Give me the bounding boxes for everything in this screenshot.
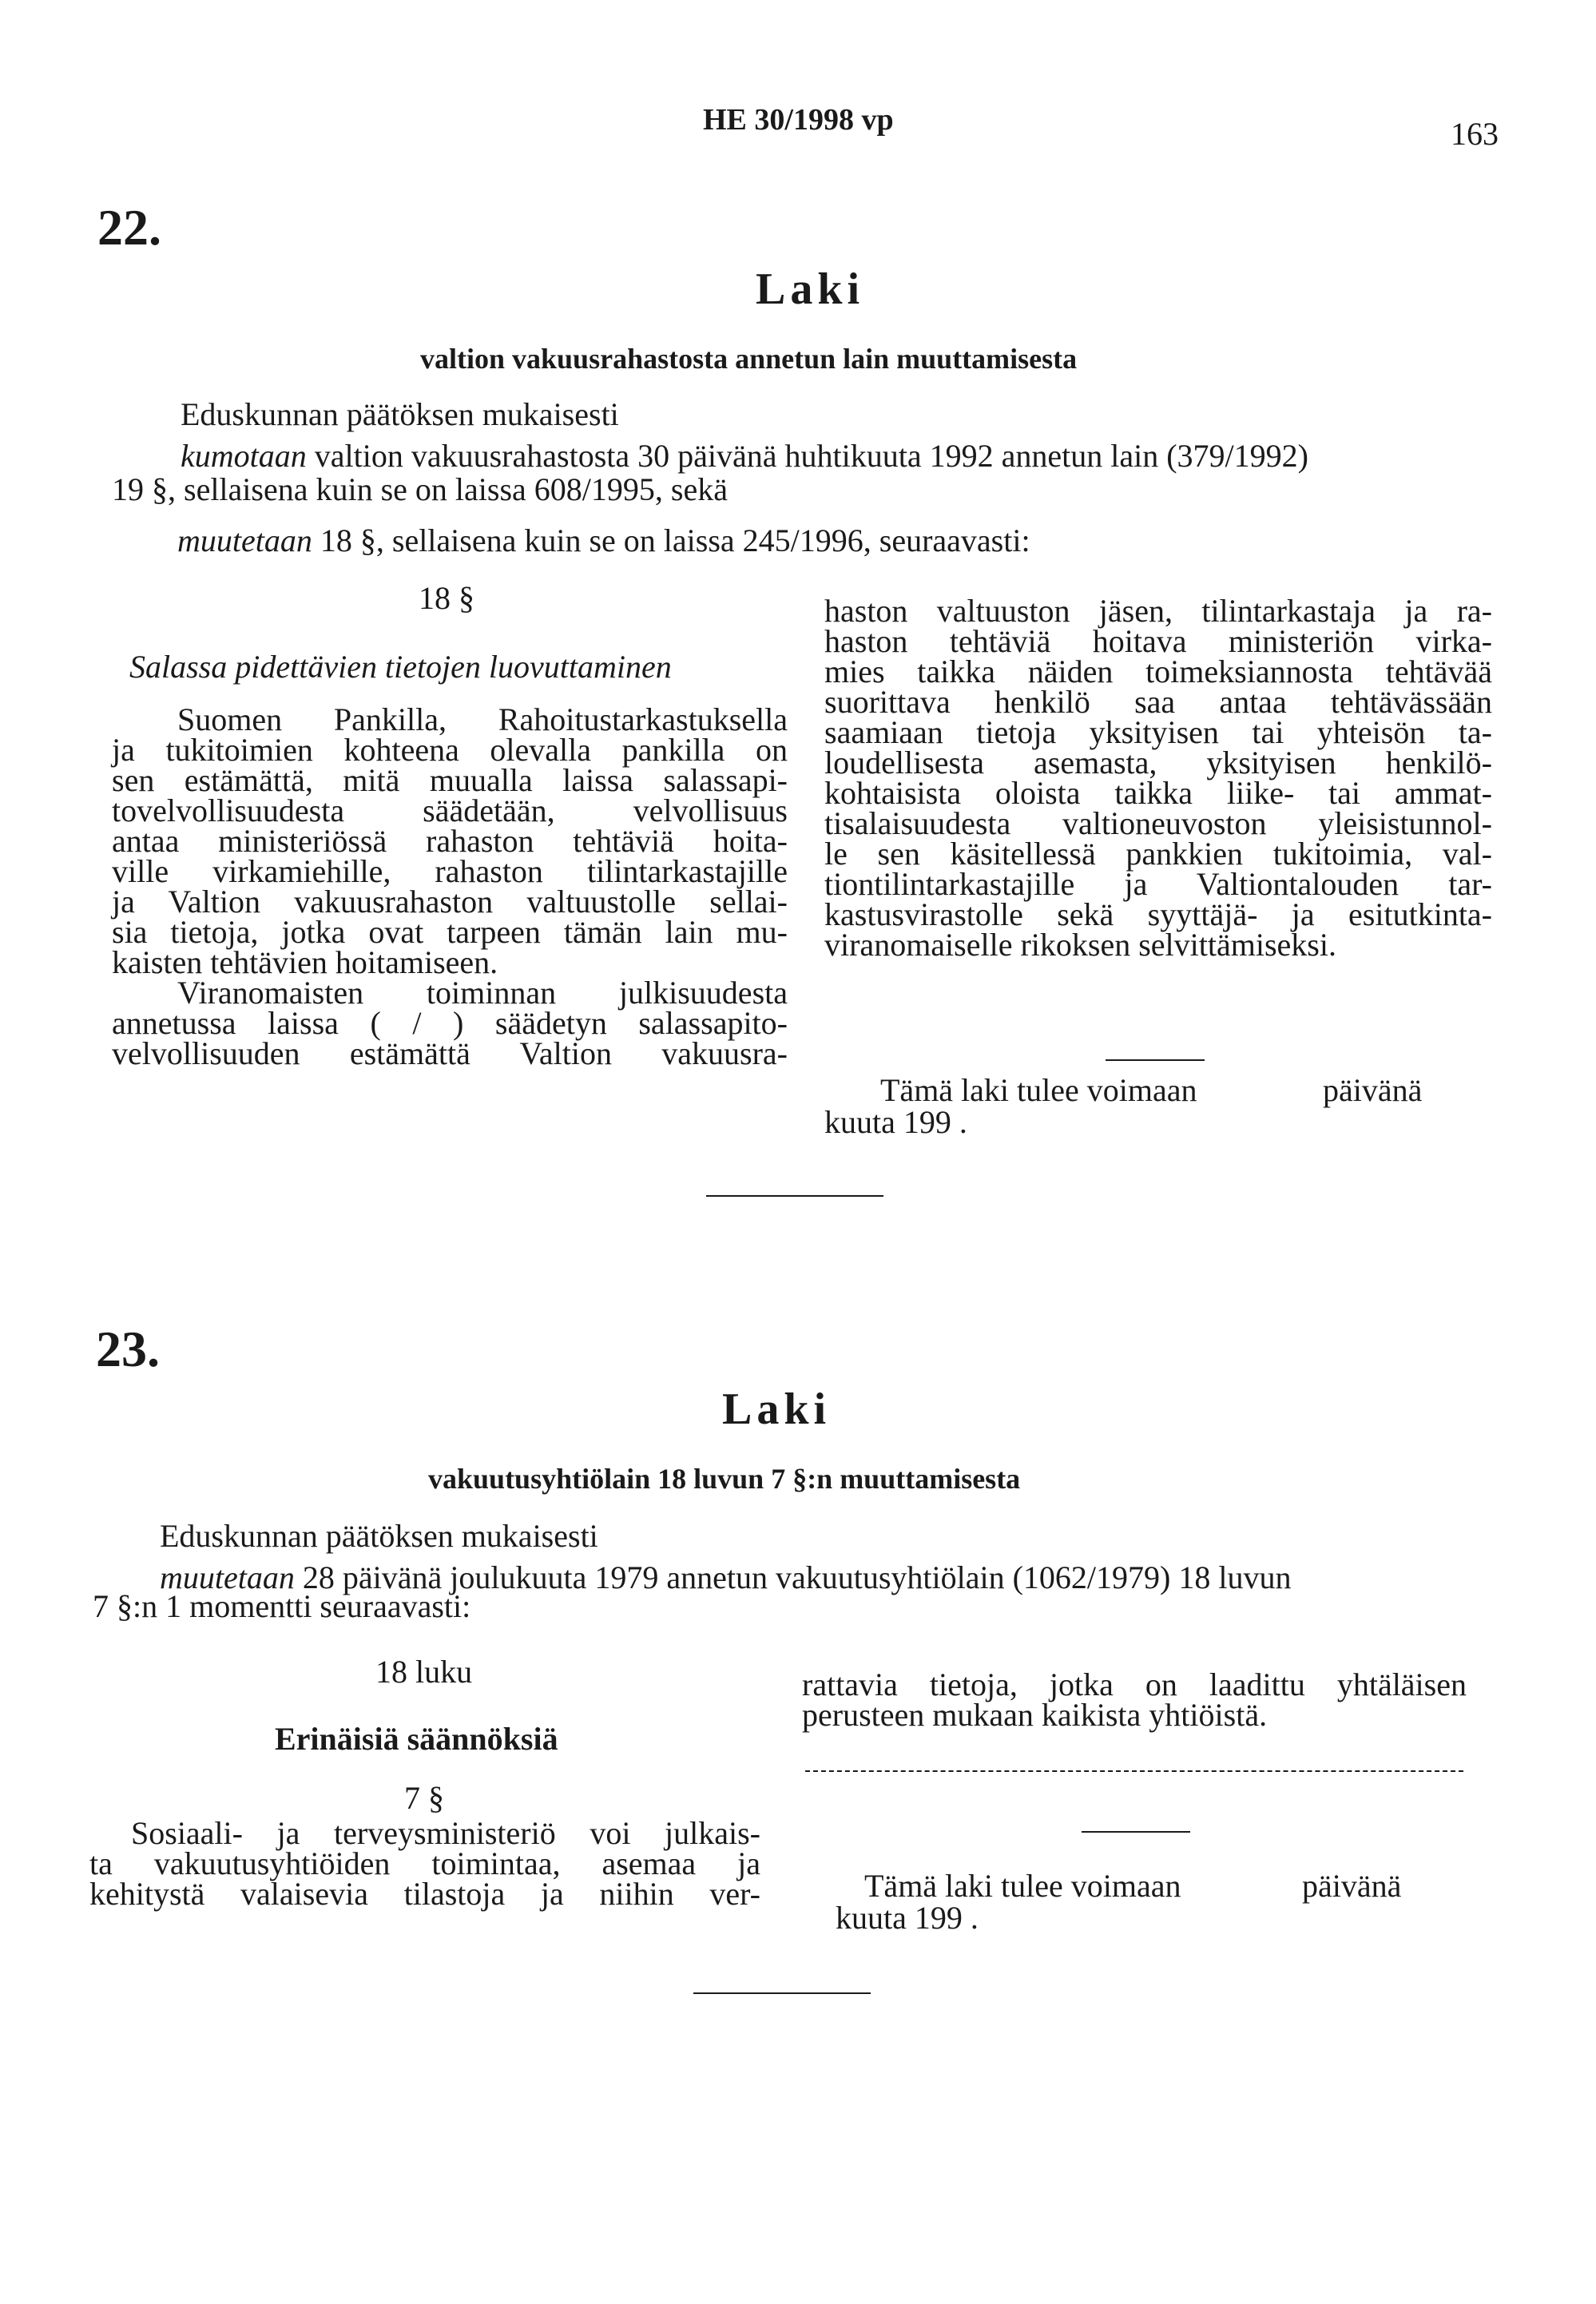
section-number-23: 23. bbox=[96, 1321, 160, 1377]
end-rule-23 bbox=[1082, 1831, 1190, 1833]
text-line: kaisten tehtävien hoitamiseen. bbox=[112, 944, 498, 980]
amend-keyword: muutetaan bbox=[160, 1559, 295, 1595]
text-line: ja Valtion vakuusrahaston valtuustolle sellai- bbox=[112, 884, 788, 920]
text-line: annetussa laissa ( / ) säädetyn salassapito- bbox=[112, 1005, 788, 1041]
chapter-heading: Erinäisiä säännöksiä bbox=[275, 1721, 558, 1757]
repeal-clause-22 bbox=[181, 438, 1308, 474]
section-number-22: 22. bbox=[97, 199, 161, 256]
text-line: mies taikka näiden toimeksiannosta tehtävää bbox=[824, 653, 1492, 689]
text-line: le sen käsitellessä pankkien tukitoimia, val- bbox=[824, 836, 1492, 872]
text-line: Suomen Pankilla, Rahoitustarkastuksella bbox=[177, 701, 788, 737]
text-line: perusteen mukaan kaikista yhtiöistä. bbox=[802, 1697, 1268, 1733]
text-line: Sosiaali- ja terveysministeriö voi julkais- bbox=[131, 1815, 760, 1851]
section-heading-22: Salassa pidettävien tietojen luovuttaminen bbox=[129, 649, 672, 685]
effective-clause-23: Tämä laki tulee voimaan bbox=[864, 1868, 1181, 1904]
chapter-number: 18 luku bbox=[375, 1654, 473, 1690]
section-separator bbox=[706, 1195, 883, 1197]
effective-clause-22: Tämä laki tulee voimaan bbox=[880, 1072, 1197, 1108]
effective-clause-22-b: päivänä bbox=[1323, 1072, 1423, 1108]
enactment-intro-22: Eduskunnan päätöksen mukaisesti bbox=[181, 396, 619, 432]
text-line: tisalaisuudesta valtioneuvoston yleisistunnol- bbox=[824, 805, 1492, 841]
end-separator bbox=[693, 1992, 871, 1994]
text-line: velvollisuuden estämättä Valtion vakuusra- bbox=[112, 1035, 788, 1071]
amend-clause-23-line2: 7 §:n 1 momentti seuraavasti: bbox=[93, 1588, 471, 1624]
text-line: kastusvirastolle sekä syyttäjä- ja esitutkinta- bbox=[824, 896, 1492, 932]
amend-clause-22 bbox=[177, 522, 1030, 558]
text-line: tiontilintarkastajille ja Valtiontalouden tar- bbox=[824, 866, 1492, 902]
right-column-23 bbox=[802, 1666, 1467, 1733]
left-column-22 bbox=[112, 701, 788, 1071]
repeal-clause-22-line2: 19 §, sellaisena kuin se on laissa 608/1995, sekä bbox=[112, 471, 728, 507]
text-line: saamiaan tietoja yksityisen tai yhteisön ta- bbox=[824, 714, 1492, 750]
text-line: ta vakuutusyhtiöiden toimintaa, asemaa ja bbox=[89, 1845, 760, 1881]
left-column-23 bbox=[89, 1815, 760, 1912]
text-line: viranomaiselle rikoksen selvittämiseksi. bbox=[824, 927, 1336, 963]
amend-keyword: muutetaan bbox=[177, 522, 312, 558]
enactment-intro-23: Eduskunnan päätöksen mukaisesti bbox=[160, 1518, 598, 1554]
text-line: sen estämättä, mitä muualla laissa salassapi- bbox=[112, 762, 788, 798]
text-line: haston valtuuston jäsen, tilintarkastaja ja ra- bbox=[824, 593, 1492, 629]
text-line: rattavia tietoja, jotka on laadittu yhtäläisen bbox=[802, 1666, 1467, 1702]
section-mark-7: 7 § bbox=[404, 1780, 444, 1816]
text-line: kehitystä valaisevia tilastoja ja niihin ver- bbox=[89, 1876, 760, 1912]
text-line: kohtaisista oloista taikka liike- tai ammat- bbox=[824, 775, 1492, 811]
text-line: tovelvollisuudesta säädetään, velvollisuus bbox=[112, 792, 788, 828]
page-number: 163 bbox=[1451, 116, 1499, 152]
text-line: antaa ministeriössä rahaston tehtäviä hoita- bbox=[112, 823, 788, 859]
amend-text: 28 päivänä joulukuuta 1979 annetun vakuutusyhtiölain (1062/1979) 18 luvun bbox=[294, 1559, 1292, 1595]
amend-text: 18 §, sellaisena kuin se on laissa 245/1996, seuraavasti: bbox=[312, 522, 1030, 558]
effective-clause-23-line2: kuuta 199 . bbox=[836, 1900, 979, 1936]
text-line: loudellisesta asemasta, yksityisen henkilö- bbox=[824, 745, 1492, 781]
effective-clause-23-b: päivänä bbox=[1302, 1868, 1402, 1904]
dashed-omission-rule bbox=[805, 1770, 1463, 1772]
right-column-22 bbox=[824, 593, 1492, 963]
text-line: sia tietoja, jotka ovat tarpeen tämän lain mu- bbox=[112, 914, 788, 950]
law-title-22: Laki bbox=[756, 264, 865, 314]
end-rule-22 bbox=[1106, 1059, 1205, 1061]
section-mark-18: 18 § bbox=[419, 580, 474, 616]
effective-clause-22-line2: kuuta 199 . bbox=[824, 1104, 967, 1140]
repeal-keyword: kumotaan bbox=[181, 438, 307, 474]
law-subtitle-22: valtion vakuusrahastosta annetun lain muuttamisesta bbox=[420, 343, 1078, 375]
text-line: ja tukitoimien kohteena olevalla pankilla on bbox=[112, 732, 788, 768]
text-line: suorittava henkilö saa antaa tehtävässään bbox=[824, 684, 1492, 720]
text-line: haston tehtäviä hoitava ministeriön virka- bbox=[824, 623, 1492, 659]
text-line: Viranomaisten toiminnan julkisuudesta bbox=[177, 975, 788, 1011]
repeal-text: valtion vakuusrahastosta 30 päivänä huhtikuuta 1992 annetun lain (379/1992) bbox=[306, 438, 1308, 474]
document-id: HE 30/1998 vp bbox=[703, 103, 894, 137]
law-subtitle-23: vakuutusyhtiölain 18 luvun 7 §:n muuttamisesta bbox=[428, 1463, 1021, 1495]
text-line: ville virkamiehille, rahaston tilintarkastajille bbox=[112, 853, 788, 889]
law-title-23: Laki bbox=[722, 1384, 832, 1434]
